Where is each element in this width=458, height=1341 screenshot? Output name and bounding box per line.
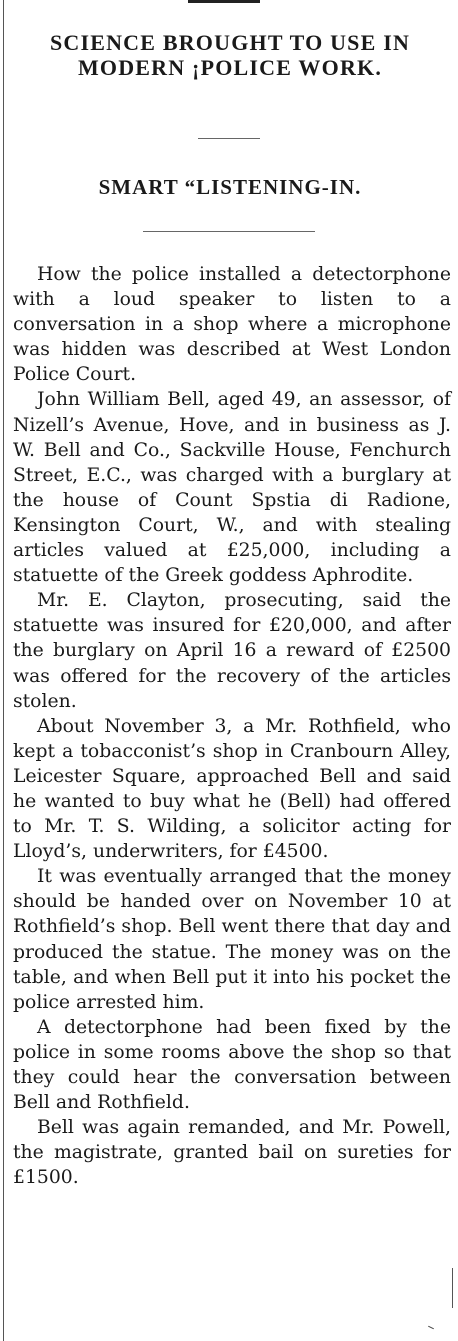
paragraph-remand: Bell was again remanded, and Mr. Powell, the magistrate, granted bail on sureties for £1500. — [13, 1117, 451, 1189]
column-rule-right — [452, 1268, 453, 1308]
article-body — [13, 262, 451, 1190]
paragraph-charge: John William Bell, aged 49, an assessor, of Nizell’s Avenue, Hove, and in business as J. W. Bell and Co., Sackville House, Fenchurch Street, E.C., was charged with a burglary at the house of Count Spstia di Radione, Kensington Court, W., and with stealing articles valued at £25,000, including a statuette of the Greek goddess Aphrodite. — [13, 389, 451, 587]
paragraph-detectorphone: A detectorphone had been fixed by the police in some rooms above the shop so that they could hear the conversation between Bell and Rothfield. — [13, 1016, 451, 1114]
paragraph-intro: How the police installed a detectorphone with a loud speaker to listen to a conversation in a shop where a microphone was hidden was described at West London Police Court. — [13, 264, 451, 386]
paragraph-arrest: It was eventually arranged that the money should be handed over on November 10 at Rothfield’s shop. Bell went there that day and produced the statue. The money was on the table, and when Bell put it into his pocket the police arrested him. — [13, 866, 451, 1013]
subheadline: SMART “LISTENING-IN. — [98, 175, 362, 199]
paragraph-prosecution: Mr. E. Clayton, prosecuting, said the statuette was insured for £20,000, and after the burglary on April 16 a reward of £2500 was offered for the recovery of the articles stolen. — [13, 590, 451, 712]
column-top-rule — [188, 0, 260, 3]
corner-mark — [428, 1326, 434, 1329]
paragraph-approach: About November 3, a Mr. Rothfield, who kept a tobacconist’s shop in Cranbourn Alley, Leicester Square, approached Bell and said he wanted to buy what he (Bell) had offered to Mr. T. S. Wilding, a solicitor acting for Lloyd’s, underwriters, for £4500. — [13, 715, 451, 863]
column-rule-left — [3, 0, 4, 1341]
headline: SCIENCE BROUGHT TO USE IN MODERN ¡POLICE WORK. — [49, 30, 411, 80]
headline-divider — [198, 138, 260, 139]
subheadline-divider — [143, 231, 315, 232]
